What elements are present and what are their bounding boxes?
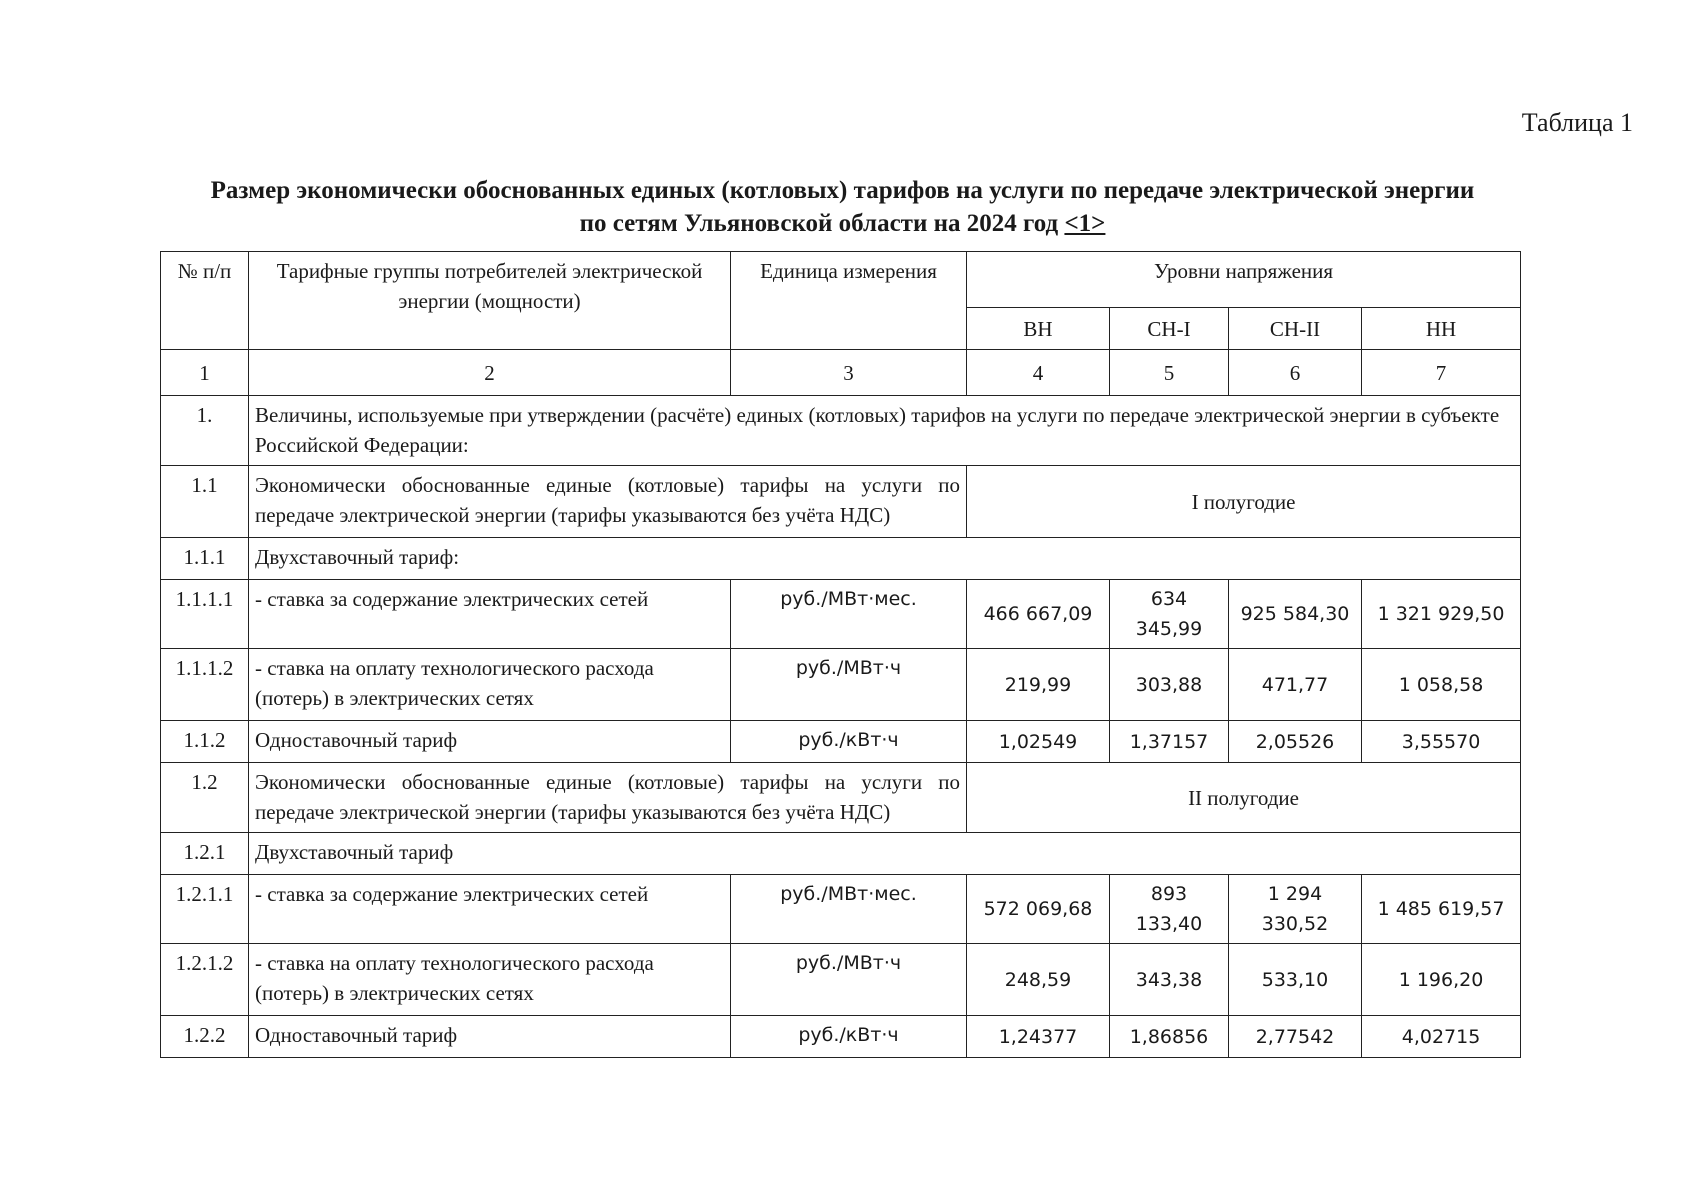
row-text: Одноставочный тариф <box>249 1016 731 1058</box>
table-row <box>161 944 1521 1016</box>
table-row <box>161 580 1521 649</box>
value-nn: 1 196,20 <box>1362 944 1521 1016</box>
title-line-2-text: по сетям Ульяновской области на 2024 год <box>579 210 1059 237</box>
table-row <box>161 721 1521 763</box>
row-text: - ставка за содержание электрических сетей <box>249 875 731 944</box>
value-sn1: 343,38 <box>1110 944 1229 1016</box>
col-number-5: 5 <box>1110 350 1229 396</box>
value-nn: 1 321 929,50 <box>1362 580 1521 649</box>
table-row <box>161 1016 1521 1058</box>
value-sn2: 2,05526 <box>1229 721 1362 763</box>
row-unit: руб./МВт·ч <box>731 944 967 1016</box>
row-unit: руб./кВт·ч <box>731 721 967 763</box>
value-sn2: 925 584,30 <box>1229 580 1362 649</box>
value-vn: 466 667,09 <box>967 580 1110 649</box>
row-text: Одноставочный тариф <box>249 721 731 763</box>
row-number: 1.2.1 <box>161 833 249 875</box>
row-number: 1. <box>161 396 249 466</box>
header-unit: Единица измерения <box>731 252 967 350</box>
footnote-reference[interactable]: <1> <box>1064 210 1106 237</box>
header-sn1: СН-I <box>1110 308 1229 350</box>
row-number: 1.1 <box>161 466 249 538</box>
row-text: Величины, используемые при утверждении (расчёте) единых (котловых) тарифов на услуги по передаче электрической энергии в субъекте Российской Федерации: <box>249 396 1521 466</box>
col-number-6: 6 <box>1229 350 1362 396</box>
header-voltage-levels: Уровни напряжения <box>967 252 1521 308</box>
row-text: Экономически обоснованные единые (котловые) тарифы на услуги по передаче электрической энергии (тарифы указываются без учёта НДС) <box>249 466 967 538</box>
value-vn: 1,02549 <box>967 721 1110 763</box>
header-sn2: СН-II <box>1229 308 1362 350</box>
value-vn: 572 069,68 <box>967 875 1110 944</box>
col-number-1: 1 <box>161 350 249 396</box>
value-nn: 1 058,58 <box>1362 649 1521 721</box>
row-number: 1.2.2 <box>161 1016 249 1058</box>
row-number: 1.2.1.1 <box>161 875 249 944</box>
table-row <box>161 875 1521 944</box>
value-sn2: 1 294 330,52 <box>1229 875 1362 944</box>
document-title <box>175 174 1510 240</box>
row-text: Экономически обоснованные единые (котловые) тарифы на услуги по передаче электрической энергии (тарифы указываются без учёта НДС) <box>249 763 967 833</box>
table-row <box>161 833 1521 875</box>
column-numbers-row <box>161 350 1521 396</box>
header-row <box>161 252 1521 308</box>
row-text: - ставка на оплату технологического расхода (потерь) в электрических сетях <box>249 944 731 1016</box>
title-line-1: Размер экономически обоснованных единых (котловых) тарифов на услуги по передаче электрической энергии <box>210 177 1475 204</box>
col-number-4: 4 <box>967 350 1110 396</box>
value-sn1: 1,86856 <box>1110 1016 1229 1058</box>
row-number: 1.1.2 <box>161 721 249 763</box>
value-sn2: 533,10 <box>1229 944 1362 1016</box>
table-row <box>161 538 1521 580</box>
row-unit: руб./МВт·мес. <box>731 875 967 944</box>
row-text: - ставка за содержание электрических сетей <box>249 580 731 649</box>
value-vn: 1,24377 <box>967 1016 1110 1058</box>
tariff-table <box>160 251 1521 1058</box>
row-unit: руб./кВт·ч <box>731 1016 967 1058</box>
title-line-2 <box>175 207 1510 240</box>
value-sn1: 1,37157 <box>1110 721 1229 763</box>
row-text: Двухставочный тариф <box>249 833 1521 875</box>
row-number: 1.2.1.2 <box>161 944 249 1016</box>
row-number: 1.1.1.2 <box>161 649 249 721</box>
header-nn: НН <box>1362 308 1521 350</box>
value-sn1: 893 133,40 <box>1110 875 1229 944</box>
table-row <box>161 396 1521 466</box>
row-number: 1.1.1 <box>161 538 249 580</box>
value-sn2: 471,77 <box>1229 649 1362 721</box>
value-nn: 1 485 619,57 <box>1362 875 1521 944</box>
header-groups: Тарифные группы потребителей электрической энергии (мощности) <box>249 252 731 350</box>
table-row <box>161 466 1521 538</box>
row-number: 1.1.1.1 <box>161 580 249 649</box>
value-sn1: 303,88 <box>1110 649 1229 721</box>
table-row <box>161 649 1521 721</box>
row-text: - ставка на оплату технологического расхода (потерь) в электрических сетях <box>249 649 731 721</box>
header-num: № п/п <box>161 252 249 350</box>
row-unit: руб./МВт·ч <box>731 649 967 721</box>
period-label: I полугодие <box>967 466 1521 538</box>
col-number-2: 2 <box>249 350 731 396</box>
value-sn2: 2,77542 <box>1229 1016 1362 1058</box>
table-label: Таблица 1 <box>1521 108 1633 137</box>
row-text: Двухставочный тариф: <box>249 538 1521 580</box>
col-number-3: 3 <box>731 350 967 396</box>
value-vn: 219,99 <box>967 649 1110 721</box>
row-number: 1.2 <box>161 763 249 833</box>
table-row <box>161 763 1521 833</box>
value-nn: 3,55570 <box>1362 721 1521 763</box>
col-number-7: 7 <box>1362 350 1521 396</box>
header-vn: ВН <box>967 308 1110 350</box>
value-nn: 4,02715 <box>1362 1016 1521 1058</box>
row-unit: руб./МВт·мес. <box>731 580 967 649</box>
period-label: II полугодие <box>967 763 1521 833</box>
value-sn1: 634 345,99 <box>1110 580 1229 649</box>
value-vn: 248,59 <box>967 944 1110 1016</box>
